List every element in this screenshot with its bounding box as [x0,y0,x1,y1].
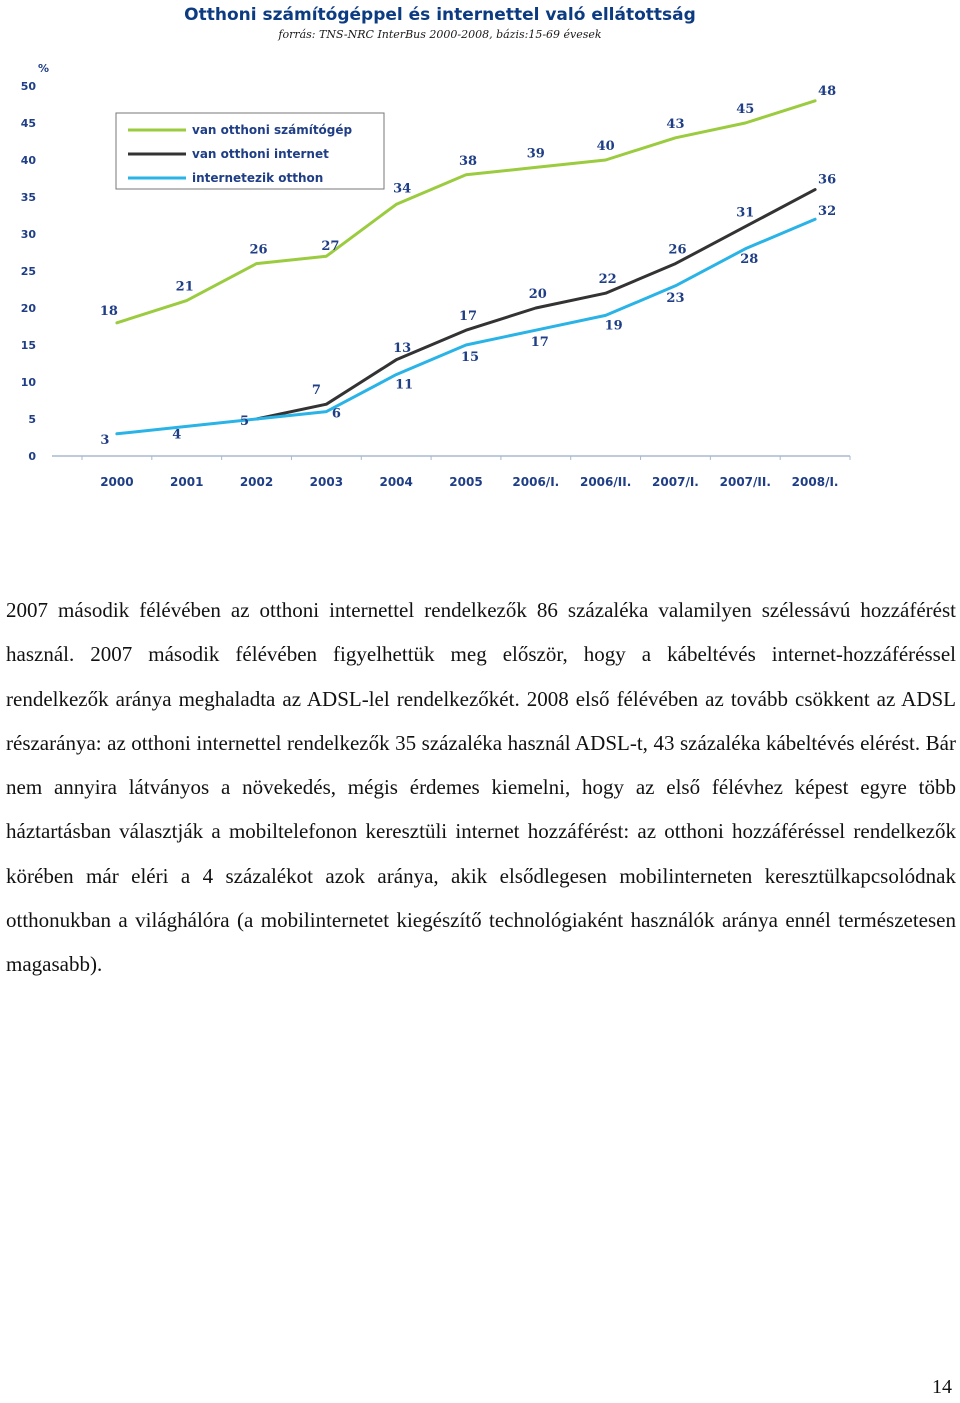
x-tick-label: 2004 [379,475,413,489]
legend-label: van otthoni internet [192,147,329,161]
y-tick-label: 30 [20,228,36,241]
legend-label: internetezik otthon [192,171,324,185]
y-tick-label: 40 [20,154,36,167]
series-line-2 [117,219,815,434]
x-tick-label: 2005 [449,475,483,489]
y-axis-unit: % [38,62,50,75]
x-tick-label: 2003 [309,475,344,489]
chart-container [0,0,960,520]
x-tick-label: 2000 [100,475,134,489]
line-chart [0,0,960,520]
y-tick-label: 45 [20,117,36,130]
data-label: 17 [458,309,478,325]
y-axis-ticks [21,80,37,463]
legend [116,113,384,189]
y-tick-label: 25 [20,265,36,278]
data-label: 27 [321,239,340,255]
data-label: 17 [530,335,549,351]
y-tick-label: 5 [28,413,36,426]
data-label: 28 [740,251,759,267]
chart-title: Otthoni számítógéppel és internettel való ellátottság [184,5,696,25]
y-tick-label: 35 [20,191,36,204]
y-tick-label: 10 [20,376,36,389]
data-label: 38 [458,153,478,169]
data-label: 4 [172,427,182,443]
data-label: 18 [99,303,118,319]
data-label: 34 [393,181,412,197]
data-label: 26 [249,242,268,258]
x-tick-label: 2006/II. [579,475,632,489]
legend-label: van otthoni számítógép [192,123,353,137]
data-label: 3 [100,432,110,448]
data-label: 13 [393,340,412,356]
data-label: 31 [736,205,755,221]
x-tick-label: 2001 [170,475,204,489]
data-label: 45 [736,102,755,117]
x-tick-label: 2007/I. [652,475,699,489]
y-tick-label: 15 [20,339,36,352]
y-tick-label: 50 [20,80,36,93]
data-label: 32 [818,204,837,220]
x-tick-label: 2008/I. [791,475,839,489]
data-label: 7 [311,383,321,399]
series-line-1 [257,190,816,419]
x-tick-label: 2006/I. [512,475,560,489]
data-label: 36 [818,172,837,188]
y-tick-label: 20 [20,302,36,315]
data-label: 23 [666,290,685,306]
data-label: 48 [818,83,837,99]
data-label: 43 [666,116,685,132]
data-label: 11 [395,377,414,393]
data-label: 21 [175,279,194,295]
data-label: 39 [526,146,545,162]
body-paragraph: 2007 második félévében az otthoni internettel rendelkezők 86 százaléka valamilyen szélessávú hozzáférést használ. 2007 második félévében figyelhettük meg először, hogy a kábeltévés internet-hozzáféréssel rendelkezők aránya meghaladta az ADSL-lel rendelkezőkét. 2008 első félévében az tovább csökkent az ADSL részaránya: az otthoni internettel rendelkezők 35 százaléka használ ADSL-t, 43 százaléka kábeltévés elérést. Bár nem annyira látványos a növekedés, mégis érdemes kiemelni, hogy az első félévhez képest egyre több háztartásban választják a mobiltelefonon keresztüli internet hozzáférést: az otthoni hozzáféréssel rendelkezők körében már eléri a 4 százalékot azok aránya, akik elsődlegesen mobilinterneten keresztülkapcsolódnak otthonukban a világhálóra (a mobilinternetet kiegészítő technológiaként használók aránya ennél természetesen magasabb). [6,598,956,977]
data-label: 40 [596,139,615,154]
data-label: 26 [668,242,687,258]
data-label: 15 [460,350,480,365]
data-label: 20 [528,287,547,302]
page-number: 14 [932,1376,952,1398]
x-tick-label: 2007/II. [719,475,771,489]
data-label: 6 [331,406,341,422]
data-label: 19 [604,318,623,334]
data-label: 22 [598,272,617,288]
data-label: 5 [240,414,250,429]
y-tick-label: 0 [28,450,36,463]
chart-source: forrás: TNS-NRC InterBus 2000-2008, bázis:15-69 évesek [278,28,602,41]
x-axis-ticks [100,475,838,489]
x-tick-label: 2002 [239,475,274,489]
x-axis [52,456,850,460]
